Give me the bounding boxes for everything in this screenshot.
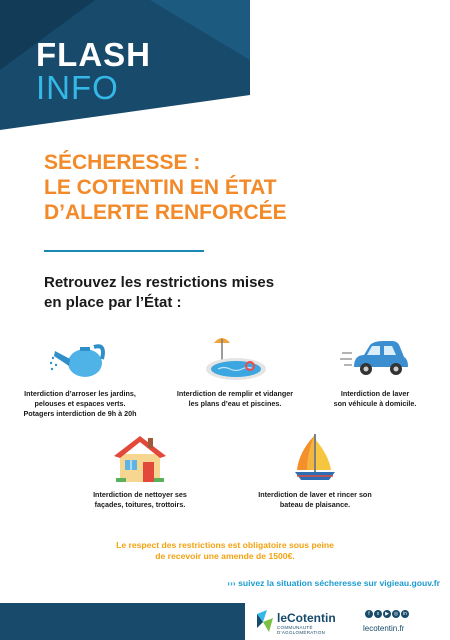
youtube-icon[interactable]: ▶: [383, 610, 391, 618]
watering-can-icon: [50, 333, 110, 383]
footer-band: [0, 603, 245, 640]
restriction-text: Interdiction de laver et rincer son: [258, 490, 372, 499]
fine-notice: [40, 540, 410, 562]
intro-line: Retrouvez les restrictions mises: [44, 274, 275, 291]
restriction-text: les plans d’eau et piscines.: [188, 399, 282, 408]
restriction-text: son véhicule à domicile.: [333, 399, 417, 408]
restriction-text: pelouses et espaces verts.: [34, 399, 126, 408]
linkedin-icon[interactable]: in: [401, 610, 409, 618]
restriction-text: Interdiction de laver: [340, 389, 410, 398]
intro-line: en place par l’État :: [44, 294, 182, 311]
logo-subtitle: COMMUNAUTÉ D’AGGLOMÉRATION: [277, 625, 326, 635]
fine-notice-line: de recevoir une amende de 1500€.: [155, 551, 295, 561]
flash-info-title: [36, 38, 151, 104]
flash-word: FLASH: [36, 36, 151, 73]
fine-notice-line: Le respect des restrictions est obligatoire sous peine: [116, 540, 334, 550]
social-icons: [365, 610, 410, 620]
headline-line: SÉCHERESSE :: [44, 151, 201, 174]
follow-link[interactable]: ››› suivez la situation sécheresse sur vigieau.gouv.fr: [227, 578, 440, 588]
info-word: INFO: [36, 69, 119, 106]
instagram-icon[interactable]: ◎: [393, 611, 399, 617]
logo-name: leCotentin: [277, 611, 336, 625]
restriction-text: Interdiction d’arroser les jardins,: [24, 389, 136, 398]
facebook-icon[interactable]: f: [365, 610, 373, 618]
restriction-text: bateau de plaisance.: [279, 500, 351, 509]
restriction-text: Interdiction de nettoyer ses: [93, 490, 187, 499]
restriction-text: façades, toitures, trottoirs.: [94, 500, 186, 509]
divider: [44, 250, 204, 252]
restriction-house: [60, 432, 220, 510]
house-icon: [110, 432, 170, 484]
swimming-pool-icon: [200, 333, 270, 383]
headline-line: LE COTENTIN EN ÉTAT: [44, 176, 277, 199]
restriction-text: Interdiction de remplir et vidanger: [176, 389, 294, 398]
car-icon: [340, 333, 410, 383]
lecotentin-logo-mark-icon: [255, 610, 275, 634]
restriction-text: Potagers interdiction de 9h à 20h: [23, 409, 137, 418]
restriction-pool: [160, 333, 310, 409]
flash-info-header: [0, 0, 250, 130]
sailboat-icon: [285, 432, 345, 484]
headline: [44, 150, 424, 225]
intro-text: [44, 273, 404, 313]
restriction-watering: [10, 333, 150, 419]
x-icon[interactable]: x: [374, 610, 382, 618]
lecotentin-logo: [255, 608, 350, 636]
footer: [0, 603, 450, 640]
restriction-car: [310, 333, 440, 409]
website-link[interactable]: lecotentin.fr: [363, 624, 405, 633]
headline-line: D’ALERTE RENFORCÉE: [44, 201, 287, 224]
restriction-boat: [235, 432, 395, 510]
